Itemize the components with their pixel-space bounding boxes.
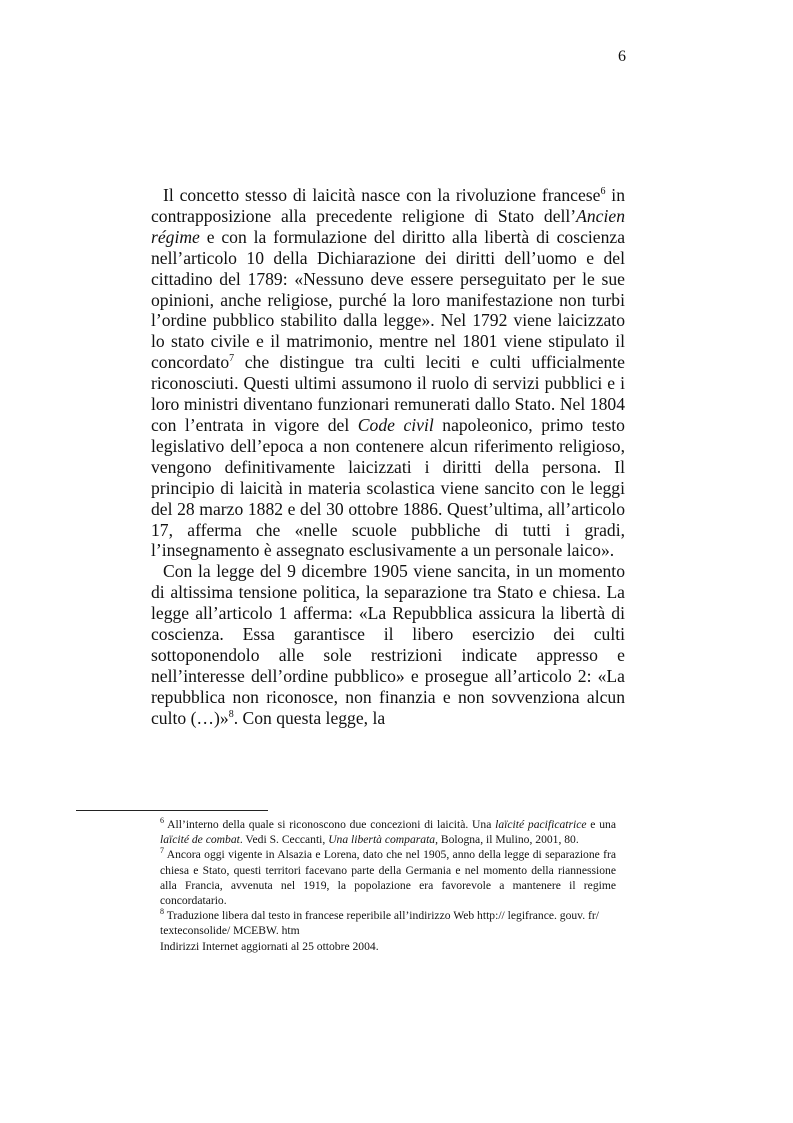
footnote-separator [76,810,268,811]
text-run: che distingue tra culti leciti e culti ufficialmente riconosciuti. Questi ultimi assumono il ruolo di servizi pubblici e i loro ministri diventano funzionari remunerati dallo Stato. Nel 1804 con l’entrata in vigore del [151,352,625,435]
text-run: , Bologna, il Mulino, 2001, 80. [435,833,579,847]
footnote-mark: 8 [160,907,164,917]
footnote-ref-8: 8 [228,708,234,720]
text-run: Ancora oggi vigente in Alsazia e Lorena, dato che nel 1905, anno della legge di separazione fra chiesa e Stato, questi territori facevano parte della Germania e nel momento della riannessione alla Francia, avvenuta nel 1919, la popolazione era favorevole a mantenere il regime concordatario. [160,848,616,908]
text-run: Con la legge del 9 dicembre 1905 viene sancita, in un momento di altissima tensione politica, la separazione tra Stato e chiesa. La legge all’articolo 1 afferma: «La Repubblica assicura la libertà di coscienza. Essa garantisce il libero esercizio dei culti sottoponendolo alle sole restrizioni indicate appresso e nell’interesse dell’ordine pubblico» e prosegue all’articolo 2: «La repubblica non riconosce, non finanzia e non sovvenziona alcun culto (…)» [151,561,625,728]
italic-term-ancien-regime: Ancien régime [151,205,625,247]
text-run: Il concetto stesso di laicità nasce con la rivoluzione francese [163,185,601,205]
paragraph-1 [151,185,625,561]
italic-term-code-civil: Code civil [357,414,434,435]
footnote-ref-6: 6 [600,186,606,198]
footnote-7 [160,847,616,908]
italic-term: laïcité de combat [160,833,240,847]
text-run: napoleonico, primo testo legislativo dell’epoca a non contenere alcun riferimento religioso, vengono definitivamente laicizzati i diritti della persona. Il principio di laicità in materia scolastica viene sancito con le leggi del 28 marzo 1882 e del 30 ottobre 1886. Quest’ultima, all’articolo 17, afferma che «nelle scuole pubbliche di tutti i gradi, l’insegnamento è assegnato esclusivamente a un personale laico». [151,414,625,561]
text-run: . Con questa legge, la [233,707,386,728]
italic-book-title: Una libertà comparata [328,833,436,847]
text-run: Traduzione libera dal testo in francese reperibile all’indirizzo Web http:// legifrance. gouv. fr/ texteconsolide/ MCEBW. htm [160,909,599,938]
footnote-mark: 6 [160,816,164,826]
footnote-update-note: Indirizzi Internet aggiornati al 25 ottobre 2004. [160,939,379,953]
text-run: in contrapposizione alla precedente religione di Stato dell’ [151,185,625,226]
body-text [151,185,625,729]
footnotes [160,817,616,954]
text-run: All’interno della quale si riconoscono due concezioni di laicità. Una [164,818,496,831]
italic-term: laïcité pacificatrice [495,818,587,831]
paragraph-2 [151,561,625,728]
text-run: e con la formulazione del diritto alla libertà di coscienza nell’articolo 10 della Dichiarazione dei diritti dell’uomo e del cittadino del 1789: «Nessuno deve essere perseguitato per le sue opinioni, anche religiose, purché la loro manifestazione non turbi l’ordine pubblico stabilito dalla legge». Nel 1792 viene laicizzato lo stato civile e il matrimonio, mentre nel 1801 viene stipulato il concordato [151,226,625,373]
footnote-6 [160,817,616,847]
footnote-8 [160,908,616,938]
footnote-ref-7: 7 [229,353,235,365]
footnote-mark: 7 [160,846,164,856]
text-run: e una [586,818,616,831]
page-number: 6 [618,48,626,65]
text-run: . Vedi S. Ceccanti, [239,833,329,847]
